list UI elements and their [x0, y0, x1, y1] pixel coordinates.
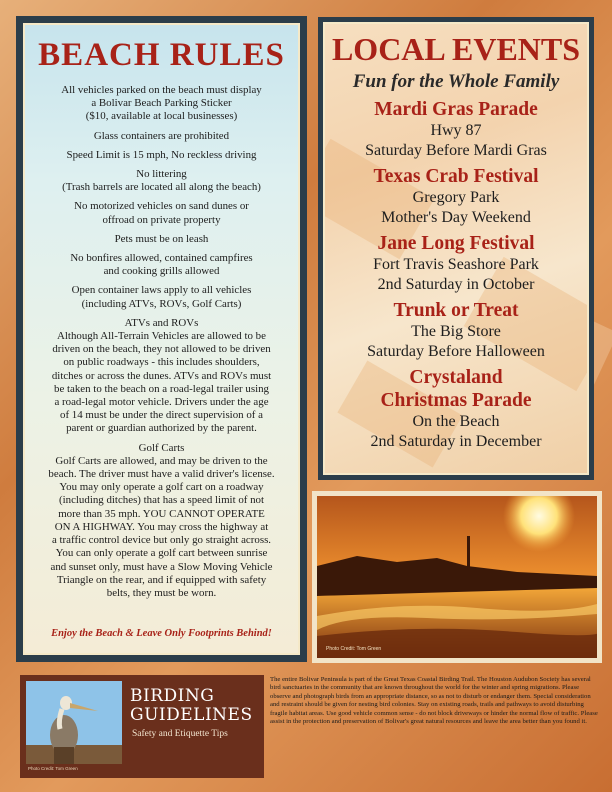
beach-rules-panel: [16, 16, 307, 662]
birding-title: [130, 687, 253, 725]
events-list: [325, 98, 587, 456]
event-detail: 2nd Saturday in December: [370, 433, 542, 450]
local-events-inner: [323, 22, 589, 475]
atv-line: ditches or across the dunes. ATVs and ROVs must: [51, 369, 272, 382]
rule-line: Glass containers are prohibited: [93, 129, 230, 142]
atv-line: parent or guardian authorized by the parent.: [66, 422, 257, 435]
rules-list: [37, 84, 286, 311]
rule-item: [37, 284, 286, 310]
event-item: [325, 165, 587, 228]
rule-line: (Trash barrels are located all along the beach): [62, 181, 261, 194]
rule-line: No motorized vehicles on sand dunes or: [74, 200, 249, 213]
birding-title-line2: GUIDELINES: [130, 705, 253, 725]
atv-line: be taken to the beach on a road-legal trailer using: [54, 382, 269, 395]
event-detail: The Big Store: [411, 323, 501, 340]
rule-line: No littering: [136, 168, 187, 181]
rule-item: [37, 200, 286, 226]
beach-rules-inner: [23, 23, 300, 655]
golf-cart-line: more than 35 mph. YOU CANNOT OPERATE: [58, 507, 265, 520]
rule-line: No bonfires allowed, contained campfires: [70, 252, 253, 265]
golf-cart-line: Golf Carts are allowed, and may be driven to the: [55, 454, 268, 467]
rule-line: (including ATVs, ROVs, Golf Carts): [81, 297, 242, 310]
event-name: Trunk or Treat: [393, 300, 519, 321]
pelican-photo-credit: Photo Credit: Tom Green: [28, 766, 78, 771]
beach-rules-title: BEACH RULES: [38, 37, 285, 73]
event-name: Jane Long Festival: [377, 233, 535, 254]
golf-cart-line: You can only operate a golf cart between sunrise: [55, 547, 268, 560]
rule-line: a Bolivar Beach Parking Sticker: [91, 97, 232, 110]
photo-credit: Photo Credit: Tom Green: [326, 646, 382, 652]
event-name: Mardi Gras Parade: [374, 99, 538, 120]
rule-line: Speed Limit is 15 mph, No reckless driving: [66, 148, 257, 161]
rule-item: [37, 233, 286, 246]
event-item: [325, 232, 587, 295]
event-name: Texas Crab Festival: [373, 166, 539, 187]
event-detail: Saturday Before Halloween: [367, 343, 545, 360]
rule-line: and cooking grills allowed: [103, 265, 220, 278]
golf-cart-line: Triangle on the rear, and if equipped with safety: [56, 573, 267, 586]
rule-line: Pets must be on leash: [114, 232, 209, 245]
sunset-photo-frame: [312, 491, 602, 663]
event-detail: Hwy 87: [430, 122, 482, 139]
birding-text: The entire Bolivar Peninsula is part of the Great Texas Coastal Birding Trail. The Houston Audubon Society has several bird sanctuaries in the community that are known throughout the world for the winter and spring migrations. Please observe and photograph birds from an appropriate distance, so as not to disturb or endanger them. Special consideration and restraint should be given for nesting bird colonies. Stay on existing roads, trails and pathways to avoid disturbing fragile habitat areas. Use good vehicle common sense - do not block driveways or hinder the normal flow of traffic. Please assist in the protection and preservation of Bolivar's great natural resources and leave the area better than you found it.: [270, 676, 598, 726]
golf-cart-line: a traffic control device but only go straight across.: [51, 534, 272, 547]
event-name: Christmas Parade: [380, 390, 532, 411]
golf-cart-heading: Golf Carts: [138, 441, 185, 454]
event-detail: On the Beach: [412, 413, 500, 430]
birding-guidelines-box: [20, 675, 264, 778]
golf-cart-line: (including ditches) that has a speed limit of not: [58, 494, 265, 507]
golf-cart-line: You may only operate a golf cart on a roadway: [59, 481, 264, 494]
atv-line: of 14 must be under the direct supervision of a: [60, 409, 263, 422]
event-item: [325, 98, 587, 161]
rule-item: [37, 130, 286, 143]
golf-cart-line: and sunset only, must have a Slow Moving Vehicle: [50, 560, 273, 573]
event-item: [325, 366, 587, 452]
golf-cart-line: ON A HIGHWAY. You may cross the highway at: [54, 520, 269, 533]
local-events-panel: [318, 17, 594, 480]
golf-cart-line: belts, they must be worn.: [106, 586, 217, 599]
rule-line: ($10, available at local businesses): [85, 110, 238, 123]
event-detail: Mother's Day Weekend: [381, 209, 531, 226]
rule-line: Open container laws apply to all vehicles: [71, 284, 252, 297]
birding-subtitle: Safety and Etiquette Tips: [132, 729, 228, 739]
sunset-photo: [317, 496, 597, 658]
event-item: [325, 299, 587, 362]
rule-item: [37, 84, 286, 124]
atv-line: a road-legal motor vehicle. Drivers under the age: [54, 396, 269, 409]
rule-item: [37, 252, 286, 278]
event-detail: Fort Travis Seashore Park: [373, 256, 539, 273]
rule-line: offroad on private property: [102, 213, 221, 226]
pelican-photo: [26, 681, 122, 764]
local-events-subtitle: Fun for the Whole Family: [352, 71, 560, 92]
atv-line: Although All-Terrain Vehicles are allowed to be: [57, 330, 266, 343]
event-detail: Saturday Before Mardi Gras: [365, 142, 547, 159]
rule-item: [37, 168, 286, 194]
atv-line: on public roadways - this includes shoulders,: [63, 356, 260, 369]
golf-cart-line: beach. The driver must have a valid driver's license.: [48, 468, 275, 481]
event-detail: 2nd Saturday in October: [377, 276, 535, 293]
local-events-title: LOCAL EVENTS: [331, 31, 581, 67]
beach-rules-body: [37, 84, 286, 600]
rule-line: All vehicles parked on the beach must display: [61, 84, 262, 96]
atv-text: [37, 330, 286, 436]
golf-cart-text: [37, 455, 286, 600]
beach-rules-footer: Enjoy the Beach & Leave Only Footprints Behind!: [51, 628, 272, 639]
atv-line: driven on the beach, they not allowed to be driven: [52, 343, 271, 356]
birding-title-line1: BIRDING: [130, 686, 215, 706]
event-detail: Gregory Park: [412, 189, 500, 206]
rule-item: [37, 149, 286, 162]
event-name: Crystaland: [409, 367, 503, 388]
atv-heading: ATVs and ROVs: [124, 316, 199, 329]
